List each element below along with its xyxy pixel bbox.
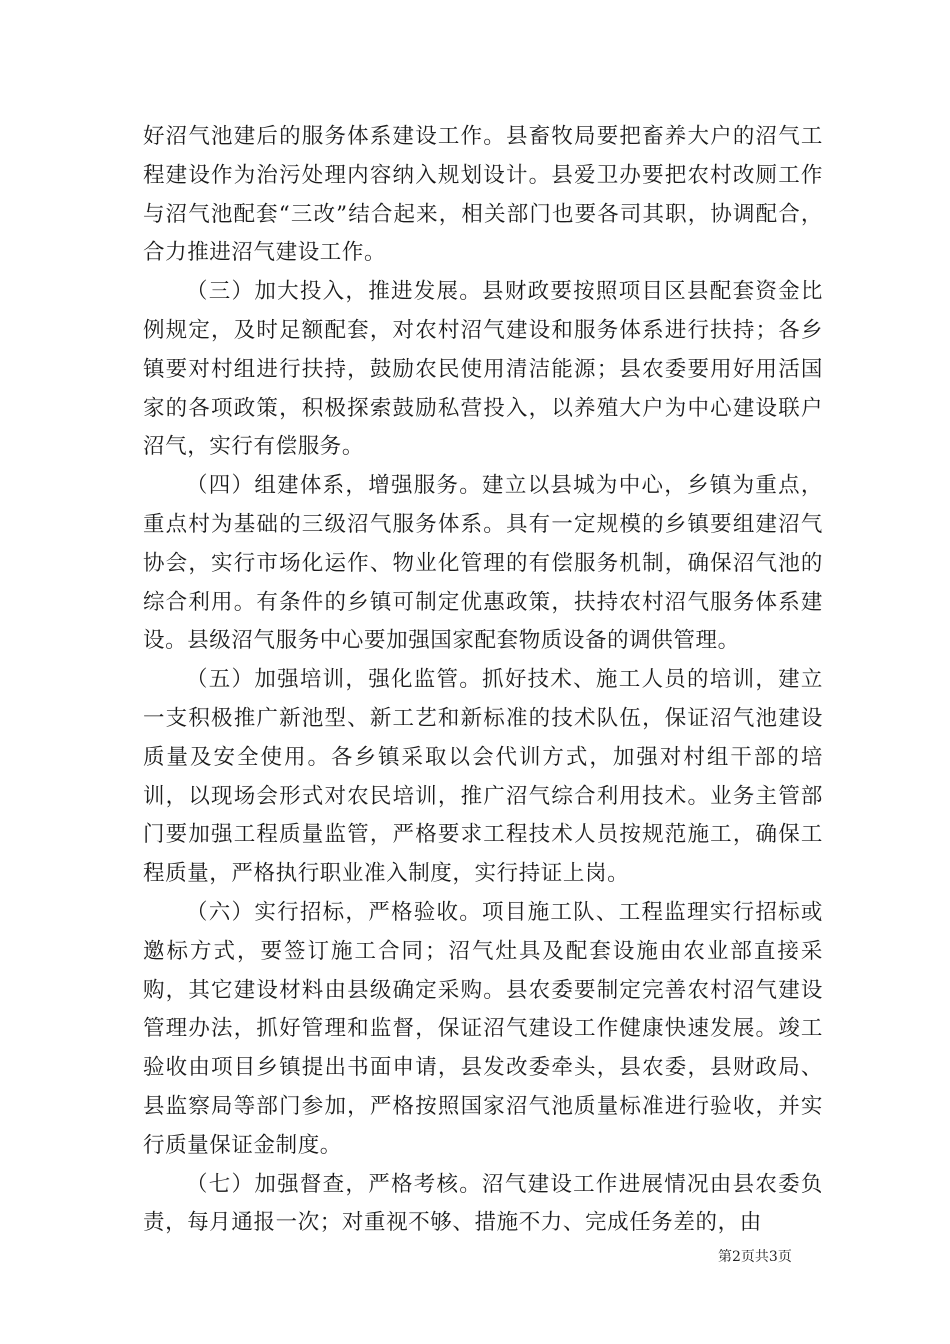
paragraph-continuation: 好沼气池建后的服务体系建设工作。县畜牧局要把畜养大户的沼气工程建设作为治污处理内容纳入规划设计。县爱卫办要把农村改厕工作与沼气池配套“三改”结合起来，相关部门也要各司其职，协调配合，合力推进沼气建设工作。	[143, 124, 823, 266]
paragraph-section-6: （六）实行招标，严格验收。项目施工队、工程监理实行招标或邀标方式，要签订施工合同；沼气灶具及配套设施由农业部直接采购，其它建设材料由县级确定采购。县农委要制定完善农村沼气建设管理办法，抓好管理和监督，保证沼气建设工作健康快速发展。竣工验收由项目乡镇提出书面申请，县发改委牵头，县农委，县财政局、县监察局等部门参加，严格按照国家沼气池质量标准进行验收，并实行质量保证金制度。	[143, 899, 823, 1158]
paragraph-section-7: （七）加强督查，严格考核。沼气建设工作进展情况由县农委负责，每月通报一次；对重视不够、措施不力、完成任务差的，由	[143, 1171, 823, 1236]
document-body	[143, 118, 823, 1243]
paragraph-section-3: （三）加大投入，推进发展。县财政要按照项目区县配套资金比例规定，及时足额配套，对农村沼气建设和服务体系进行扶持；各乡镇要对村组进行扶持，鼓励农民使用清洁能源；县农委要用好用活国家的各项政策，积极探索鼓励私营投入，以养殖大户为中心建设联户沼气，实行有偿服务。	[143, 279, 823, 460]
paragraph-section-5: （五）加强培训，强化监管。抓好技术、施工人员的培训，建立一支积极推广新池型、新工艺和新标准的技术队伍，保证沼气池建设质量及安全使用。各乡镇采取以会代训方式，加强对村组干部的培训，以现场会形式对农民培训，推广沼气综合利用技术。业务主管部门要加强工程质量监管，严格要求工程技术人员按规范施工，确保工程质量，严格执行职业准入制度，实行持证上岗。	[143, 667, 823, 887]
paragraph-section-4: （四）组建体系，增强服务。建立以县城为中心，乡镇为重点，重点村为基础的三级沼气服务体系。具有一定规模的乡镇要组建沼气协会，实行市场化运作、物业化管理的有偿服务机制，确保沼气池的综合利用。有条件的乡镇可制定优惠政策，扶持农村沼气服务体系建设。县级沼气服务中心要加强国家配套物质设备的调供管理。	[143, 473, 823, 654]
page-number: 第2页共3页	[718, 1249, 792, 1265]
